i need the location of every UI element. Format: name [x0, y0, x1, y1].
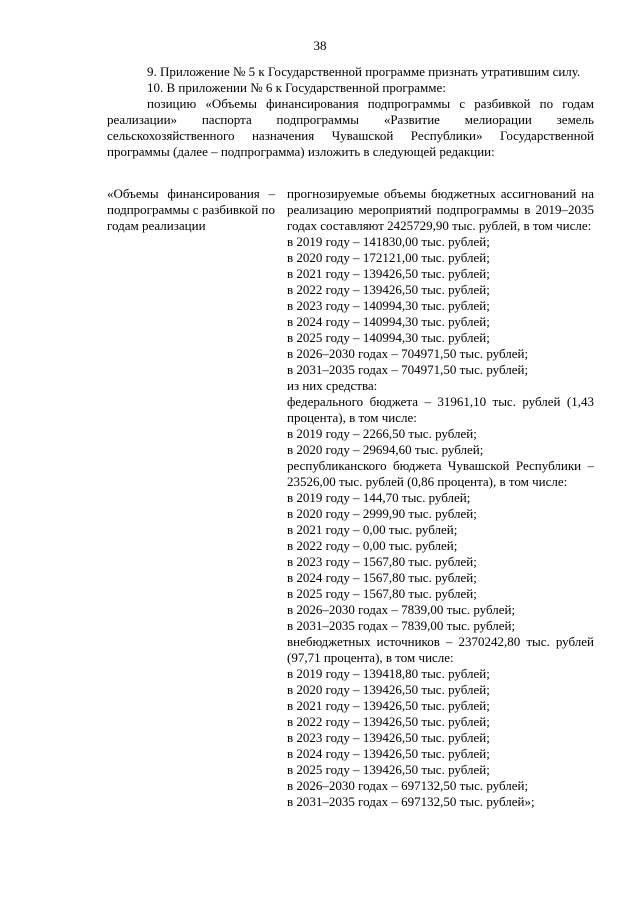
- financing-line: в 2031–2035 годах – 697132,50 тыс. рублей»;: [287, 794, 535, 809]
- financing-line: в 2019 году – 2266,50 тыс. рублей;: [287, 426, 477, 441]
- financing-line: прогнозируемые объемы бюджетных ассигнований на реализацию мероприятий подпрограммы в 2019–2035 годах составляют 2425729,90 тыс. рублей, в том числе:: [287, 186, 594, 233]
- financing-label: «Объемы финансирования – подпрограммы с разбивкой по годам реализации: [107, 186, 275, 233]
- paragraph-position: позицию «Объемы финансирования подпрограммы с разбивкой по годам реализации» паспорта подпрограммы «Развитие мелиорации земель сельскохозяйственного назначения Чувашской Республики» Государственной программы (далее – подпрограмма) изложить в следующей редакции:: [107, 96, 594, 159]
- financing-table: [107, 186, 594, 810]
- financing-line: в 2026–2030 годах – 697132,50 тыс. рублей;: [287, 778, 529, 793]
- financing-details: [287, 186, 594, 810]
- financing-line: в 2023 году – 1567,80 тыс. рублей;: [287, 554, 477, 569]
- financing-line: в 2022 году – 0,00 тыс. рублей;: [287, 538, 458, 553]
- financing-line: в 2025 году – 140994,30 тыс. рублей;: [287, 330, 490, 345]
- financing-line: в 2019 году – 141830,00 тыс. рублей;: [287, 234, 490, 249]
- financing-line: в 2031–2035 годах – 7839,00 тыс. рублей;: [287, 618, 516, 633]
- financing-line: в 2020 году – 2999,90 тыс. рублей;: [287, 506, 477, 521]
- financing-line: внебюджетных источников – 2370242,80 тыс. рублей (97,71 процента), в том числе:: [287, 634, 594, 665]
- financing-line: в 2024 году – 140994,30 тыс. рублей;: [287, 314, 490, 329]
- financing-line: в 2021 году – 139426,50 тыс. рублей;: [287, 266, 490, 281]
- financing-line: в 2019 году – 144,70 тыс. рублей;: [287, 490, 471, 505]
- financing-line: в 2023 году – 140994,30 тыс. рублей;: [287, 298, 490, 313]
- financing-line: в 2024 году – 139426,50 тыс. рублей;: [287, 746, 490, 761]
- financing-line: в 2021 году – 139426,50 тыс. рублей;: [287, 698, 490, 713]
- paragraph-9: 9. Приложение № 5 к Государственной программе признать утратившим силу.: [147, 64, 581, 79]
- page-number: 38: [313, 38, 327, 53]
- financing-line: в 2024 году – 1567,80 тыс. рублей;: [287, 570, 477, 585]
- financing-line: в 2020 году – 29694,60 тыс. рублей;: [287, 442, 484, 457]
- financing-line: республиканского бюджета Чувашской Республики – 23526,00 тыс. рублей (0,86 процента), в том числе:: [287, 458, 594, 489]
- financing-line: в 2026–2030 годах – 704971,50 тыс. рублей;: [287, 346, 529, 361]
- financing-line: федерального бюджета – 31961,10 тыс. рублей (1,43 процента), в том числе:: [287, 394, 594, 425]
- financing-line: в 2022 году – 139426,50 тыс. рублей;: [287, 714, 490, 729]
- financing-line: в 2025 году – 1567,80 тыс. рублей;: [287, 586, 477, 601]
- financing-line: в 2025 году – 139426,50 тыс. рублей;: [287, 762, 490, 777]
- financing-line: в 2026–2030 годах – 7839,00 тыс. рублей;: [287, 602, 516, 617]
- financing-line: в 2019 году – 139418,80 тыс. рублей;: [287, 666, 490, 681]
- financing-line: в 2022 году – 139426,50 тыс. рублей;: [287, 282, 490, 297]
- financing-line: из них средства:: [287, 378, 378, 393]
- financing-line: в 2031–2035 годах – 704971,50 тыс. рублей;: [287, 362, 529, 377]
- financing-line: в 2020 году – 172121,00 тыс. рублей;: [287, 250, 490, 265]
- financing-line: в 2020 году – 139426,50 тыс. рублей;: [287, 682, 490, 697]
- financing-line: в 2021 году – 0,00 тыс. рублей;: [287, 522, 458, 537]
- paragraph-10: 10. В приложении № 6 к Государственной программе:: [147, 80, 446, 95]
- financing-line: в 2023 году – 139426,50 тыс. рублей;: [287, 730, 490, 745]
- intro-section: [107, 64, 594, 160]
